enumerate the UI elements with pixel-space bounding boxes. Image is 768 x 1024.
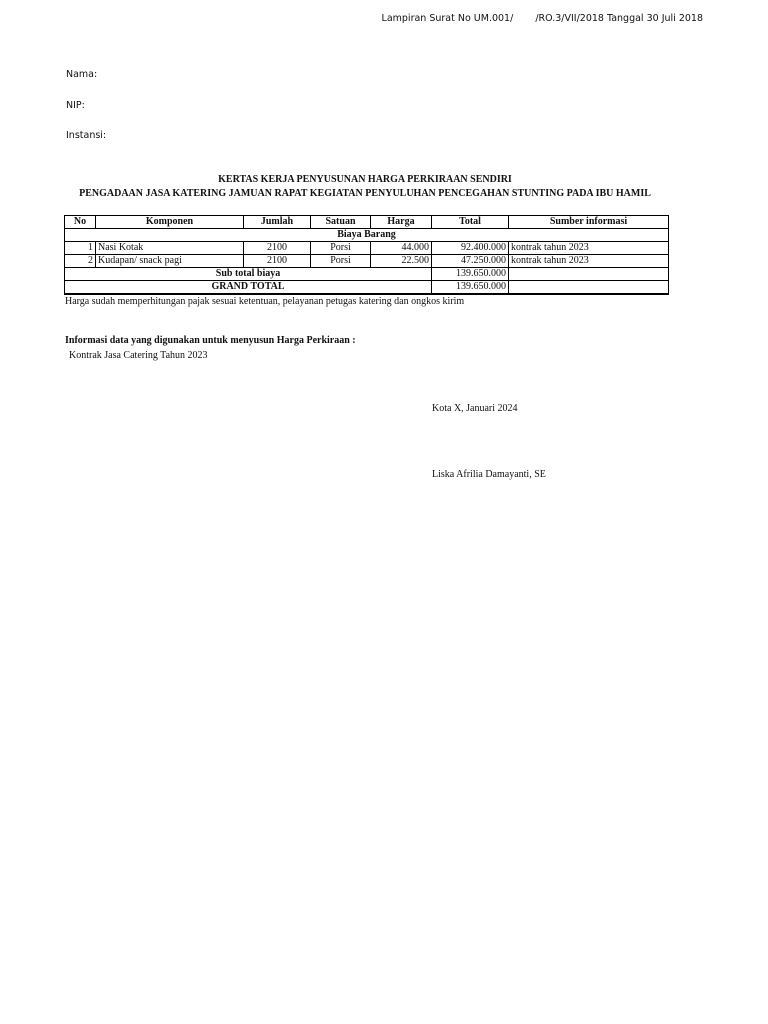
signer-name: Liska Afrilia Damayanti, SE bbox=[432, 469, 546, 480]
cell-total: 47.250.000 bbox=[432, 255, 509, 268]
table-header-row bbox=[65, 216, 669, 229]
cell-sumber: kontrak tahun 2023 bbox=[509, 242, 669, 255]
table-row bbox=[65, 255, 669, 268]
table-row bbox=[65, 242, 669, 255]
cell-harga: 44.000 bbox=[371, 242, 432, 255]
section-label: Biaya Barang bbox=[65, 229, 669, 242]
grand-total-empty-cell bbox=[509, 281, 669, 295]
grand-total-label: GRAND TOTAL bbox=[65, 281, 432, 295]
cell-komponen: Kudapan/ snack pagi bbox=[96, 255, 244, 268]
budget-table bbox=[64, 215, 669, 295]
letter-reference-date: /RO.3/VII/2018 Tanggal 30 Juli 2018 bbox=[535, 13, 703, 24]
info-heading: Informasi data yang digunakan untuk menyusun Harga Perkiraan : bbox=[65, 335, 356, 346]
column-header-satuan: Satuan bbox=[311, 216, 371, 229]
cell-satuan: Porsi bbox=[311, 242, 371, 255]
field-instansi: Instansi: bbox=[66, 130, 107, 141]
cell-komponen: Nasi Kotak bbox=[96, 242, 244, 255]
document-subtitle: PENGADAAN JASA KATERING JAMUAN RAPAT KEGIATAN PENYULUHAN PENCEGAHAN STUNTING PADA IBU HAMIL bbox=[79, 188, 651, 199]
info-body: Kontrak Jasa Catering Tahun 2023 bbox=[69, 350, 208, 361]
column-header-sumber: Sumber informasi bbox=[509, 216, 669, 229]
cell-satuan: Porsi bbox=[311, 255, 371, 268]
cell-jumlah: 2100 bbox=[244, 242, 311, 255]
column-header-jumlah: Jumlah bbox=[244, 216, 311, 229]
column-header-komponen: Komponen bbox=[96, 216, 244, 229]
column-header-no: No bbox=[65, 216, 96, 229]
cell-harga: 22.500 bbox=[371, 255, 432, 268]
place-date: Kota X, Januari 2024 bbox=[432, 403, 518, 414]
letter-reference bbox=[382, 13, 703, 24]
cell-sumber: kontrak tahun 2023 bbox=[509, 255, 669, 268]
field-nama: Nama: bbox=[66, 69, 98, 80]
subtotal-empty-cell bbox=[509, 268, 669, 281]
cell-jumlah: 2100 bbox=[244, 255, 311, 268]
grand-total-value: 139.650.000 bbox=[432, 281, 509, 295]
letter-reference-number: Lampiran Surat No UM.001/ bbox=[381, 13, 514, 24]
document-title: KERTAS KERJA PENYUSUNAN HARGA PERKIRAAN SENDIRI bbox=[218, 174, 512, 185]
section-row bbox=[65, 229, 669, 242]
column-header-harga: Harga bbox=[371, 216, 432, 229]
field-nip: NIP: bbox=[66, 100, 85, 111]
cell-total: 92.400.000 bbox=[432, 242, 509, 255]
grand-total-row bbox=[65, 281, 669, 295]
cell-no: 2 bbox=[65, 255, 96, 268]
subtotal-value: 139.650.000 bbox=[432, 268, 509, 281]
subtotal-row bbox=[65, 268, 669, 281]
price-note: Harga sudah memperhitungan pajak sesuai ketentuan, pelayanan petugas katering dan ongkos kirim bbox=[65, 296, 465, 307]
subtotal-label: Sub total biaya bbox=[65, 268, 432, 281]
column-header-total: Total bbox=[432, 216, 509, 229]
cell-no: 1 bbox=[65, 242, 96, 255]
